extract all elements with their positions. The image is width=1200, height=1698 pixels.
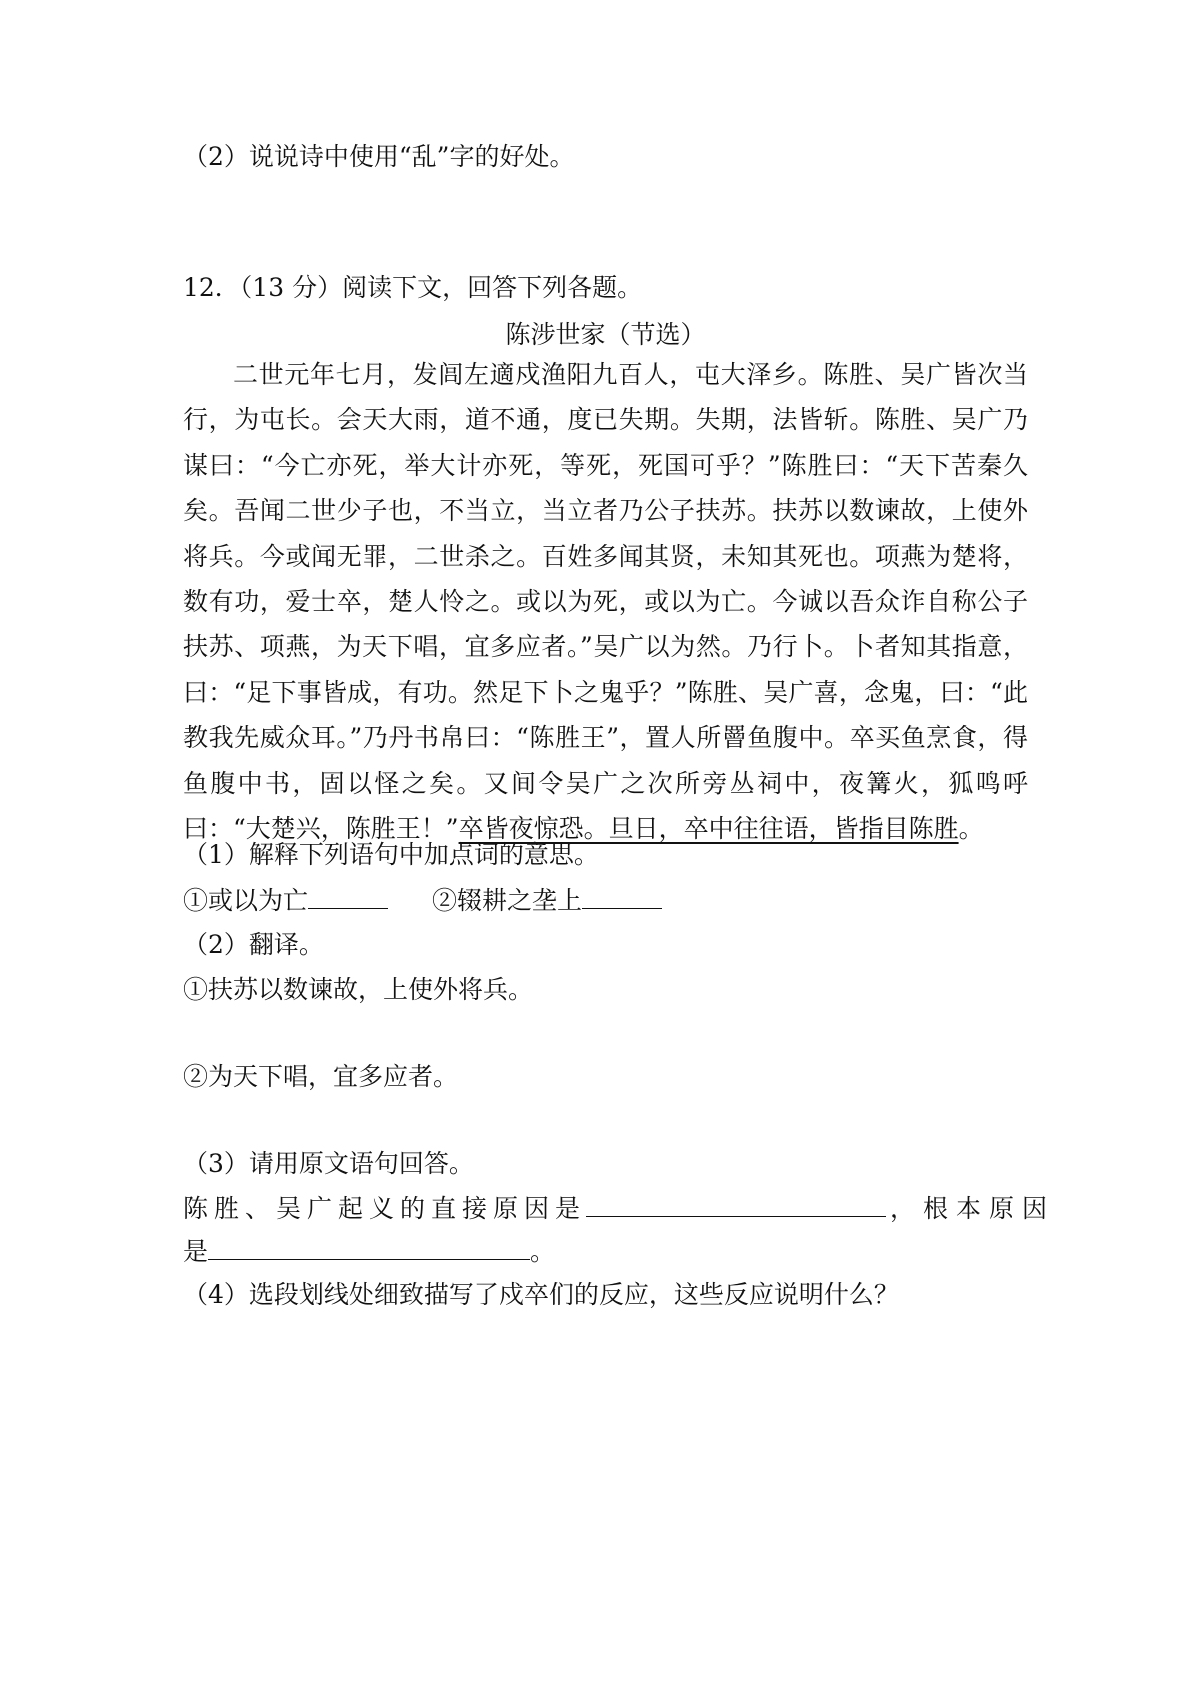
sub1-item1: ①或以为亡	[183, 886, 309, 915]
sub3-text-d: 。	[530, 1237, 556, 1266]
question-12-header: 12．（13 分）阅读下文，回答下列各题。	[183, 273, 643, 302]
sub3-text-a: 陈胜、吴广起义的直接原因是	[183, 1194, 587, 1223]
sub1-label: （1）解释下列语句中加点词的意思。	[183, 840, 599, 869]
sub2-label: （2）翻译。	[183, 930, 324, 959]
sub3-label: （3）请用原文语句回答。	[183, 1149, 474, 1178]
sub1-item2: ②辍耕之垄上	[432, 886, 583, 915]
passage-text	[183, 352, 1028, 851]
sub3-text-c: 是	[183, 1237, 209, 1266]
answer-blank[interactable]	[582, 882, 662, 909]
passage-title: 陈涉世家（节选）	[505, 320, 706, 349]
sub2-item1: ①扶苏以数谏故，上使外将兵。	[183, 975, 534, 1004]
sub3-text-b: ，根本原因	[890, 1194, 1056, 1223]
answer-blank[interactable]	[586, 1190, 886, 1217]
sub2-item2: ②为天下唱，宜多应者。	[183, 1062, 459, 1091]
prev-question-sub2: （2）说说诗中使用“乱”字的好处。	[183, 142, 575, 171]
sub1-items	[183, 882, 662, 919]
answer-blank[interactable]	[208, 1233, 530, 1260]
passage-underlined: 卒皆夜惊恐。旦日，卒中往往语，皆指目陈胜	[458, 814, 959, 844]
sub3-line1	[183, 1190, 1056, 1227]
passage-main: 二世元年七月，发闾左適戍渔阳九百人，屯大泽乡。陈胜、吴广皆次当行，为屯长。会天大雨，道不通，度已失期。失期，法皆斩。陈胜、吴广乃谋曰：“今亡亦死，举大计亦死，等死，死国可乎？”陈胜曰：“天下苦秦久矣。吾闻二世少子也，不当立，当立者乃公子扶苏。扶苏以数谏故，上使外将兵。今或闻无罪，二世杀之。百姓多闻其贤，未知其死也。项燕为楚将，数有功，爱士卒，楚人怜之。或以为死，或以为亡。今诚以吾众诈自称公子扶苏、项燕，为天下唱，宜多应者。”吴广以为然。乃行卜。卜者知其指意，曰：“足下事皆成，有功。然足下卜之鬼乎？”陈胜、吴广喜，念鬼，曰：“此教我先威众耳。”乃丹书帛曰：“陈胜王”，置人所罾鱼腹中。卒买鱼烹食，得鱼腹中书，固以怪之矣。又间令吴广之次所旁丛祠中，夜篝火，狐鸣呼曰：“大楚兴，陈胜王！”	[183, 360, 1028, 844]
passage-end: 。	[958, 814, 984, 844]
sub3-line2	[183, 1233, 555, 1270]
sub4-label: （4）选段划线处细致描写了戍卒们的反应，这些反应说明什么？	[183, 1280, 899, 1309]
answer-blank[interactable]	[308, 882, 388, 909]
